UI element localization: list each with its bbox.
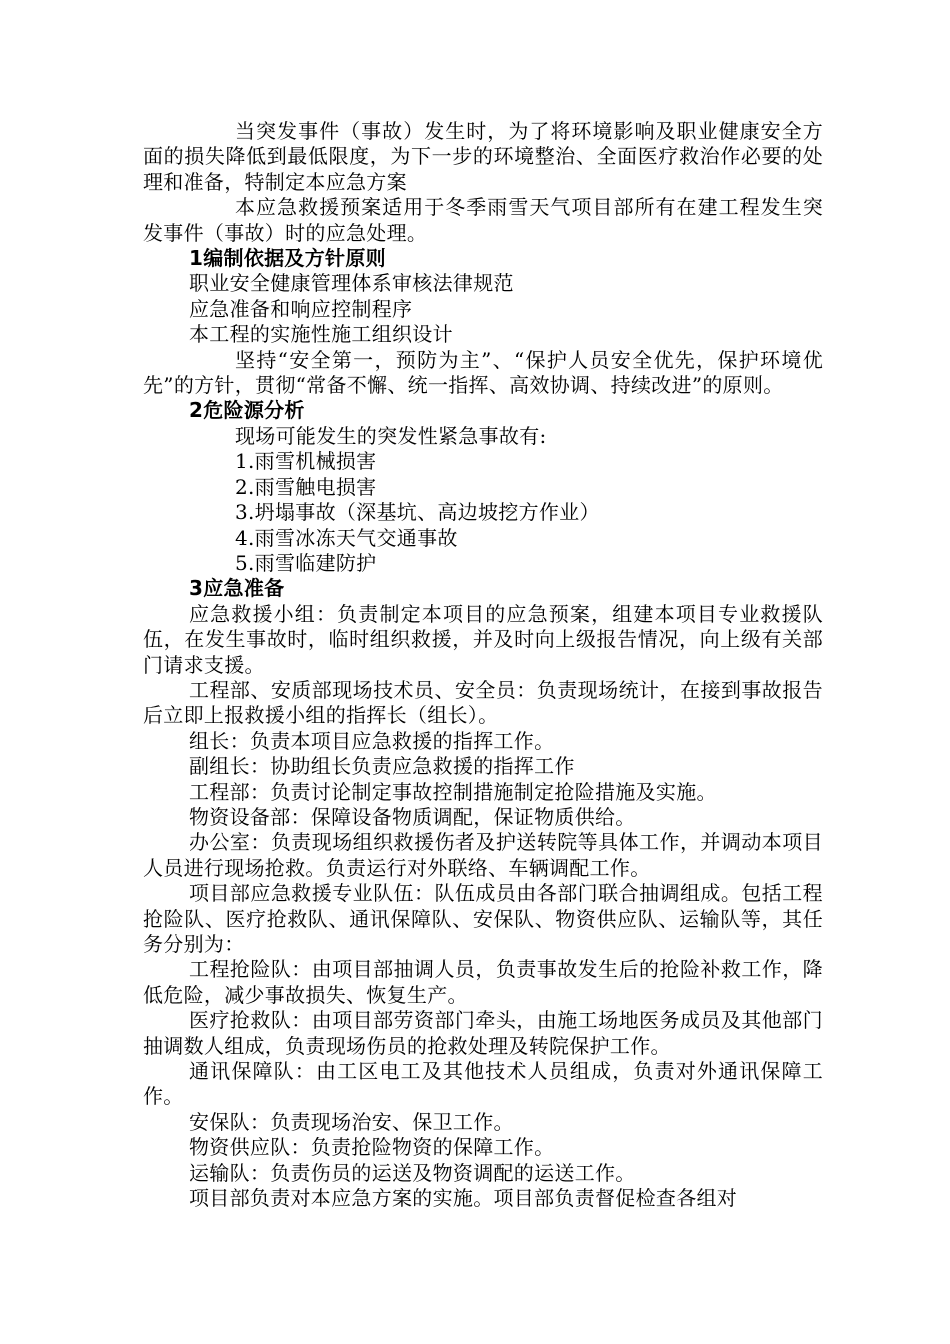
- basis-item: 本工程的实施性施工组织设计: [189, 322, 453, 347]
- preparation-paragraph: 项目部负责对本应急方案的实施。项目部负责督促检查各组对: [189, 1186, 738, 1211]
- document-body: [143, 119, 823, 1211]
- principle-paragraph: 坚持“安全第一，预防为主”、“保护人员安全优先，保护环境优先”的方针，贯彻“常备不懈、统一指挥、高效协调、持续改进”的原则。: [143, 347, 823, 398]
- basis-item: 应急准备和响应控制程序: [189, 296, 413, 321]
- hazard-item: 1.雨雪机械损害: [235, 449, 377, 474]
- preparation-paragraph: 办公室：负责现场组织救援伤者及护送转院等具体工作，并调动本项目人员进行现场抢救。负责运行对外联络、车辆调配工作。: [143, 830, 823, 880]
- section-heading-hazard: 2危险源分析: [189, 398, 305, 423]
- hazard-item: 3.坍塌事故（深基坑、高边坡挖方作业）: [235, 500, 600, 525]
- intro-paragraph: 当突发事件（事故）发生时，为了将环境影响及职业健康安全方面的损失降低到最低限度，为下一步的环境整治、全面医疗救治作必要的处理和准备，特制定本应急方案: [143, 119, 823, 194]
- hazard-item: 2.雨雪触电损害: [235, 474, 377, 499]
- hazard-lead: 现场可能发生的突发性紧急事故有:: [235, 423, 547, 448]
- preparation-paragraph: 医疗抢救队：由项目部劳资部门牵头，由施工场地医务成员及其他部门抽调数人组成，负责现场伤员的抢救处理及转院保护工作。: [143, 1008, 823, 1058]
- preparation-paragraph: 应急救援小组：负责制定本项目的应急预案，组建本项目专业救援队伍，在发生事故时，临时组织救援，并及时向上级报告情况，向上级有关部门请求支援。: [143, 601, 823, 677]
- preparation-paragraph: 工程部、安质部现场技术员、安全员：负责现场统计，在接到事故报告后立即上报救援小组的指挥长（组长）。: [143, 677, 823, 728]
- preparation-paragraph: 运输队：负责伤员的运送及物资调配的运送工作。: [189, 1160, 636, 1185]
- scope-paragraph: 本应急救援预案适用于冬季雨雪天气项目部所有在建工程发生突发事件（事故）时的应急处理。: [143, 195, 823, 245]
- preparation-paragraph: 工程部：负责讨论制定事故控制措施制定抢险措施及实施。: [189, 779, 717, 804]
- preparation-paragraph: 安保队：负责现场治安、保卫工作。: [189, 1109, 514, 1134]
- preparation-paragraph: 项目部应急救援专业队伍：队伍成员由各部门联合抽调组成。包括工程抢险队、医疗抢救队、通讯保障队、安保队、物资供应队、运输队等，其任务分别为：: [143, 881, 823, 956]
- preparation-paragraph: 工程抢险队：由项目部抽调人员，负责事故发生后的抢险补救工作，降低危险，减少事故损失、恢复生产。: [143, 957, 823, 1007]
- basis-item: 职业安全健康管理体系审核法律规范: [189, 271, 514, 296]
- section-heading-basis: 1编制依据及方针原则: [189, 246, 386, 271]
- preparation-paragraph: 物资供应队：负责抢险物资的保障工作。: [189, 1135, 555, 1160]
- preparation-paragraph: 通讯保障队：由工区电工及其他技术人员组成，负责对外通讯保障工作。: [143, 1059, 823, 1109]
- hazard-item: 5.雨雪临建防护: [235, 550, 377, 575]
- preparation-paragraph: 副组长：协助组长负责应急救援的指挥工作: [189, 754, 575, 779]
- preparation-paragraph: 物资设备部：保障设备物质调配，保证物质供给。: [189, 804, 636, 829]
- section-heading-preparation: 3应急准备: [189, 576, 285, 601]
- hazard-item: 4.雨雪冰冻天气交通事故: [235, 525, 458, 550]
- preparation-paragraph: 组长：负责本项目应急救援的指挥工作。: [189, 728, 555, 753]
